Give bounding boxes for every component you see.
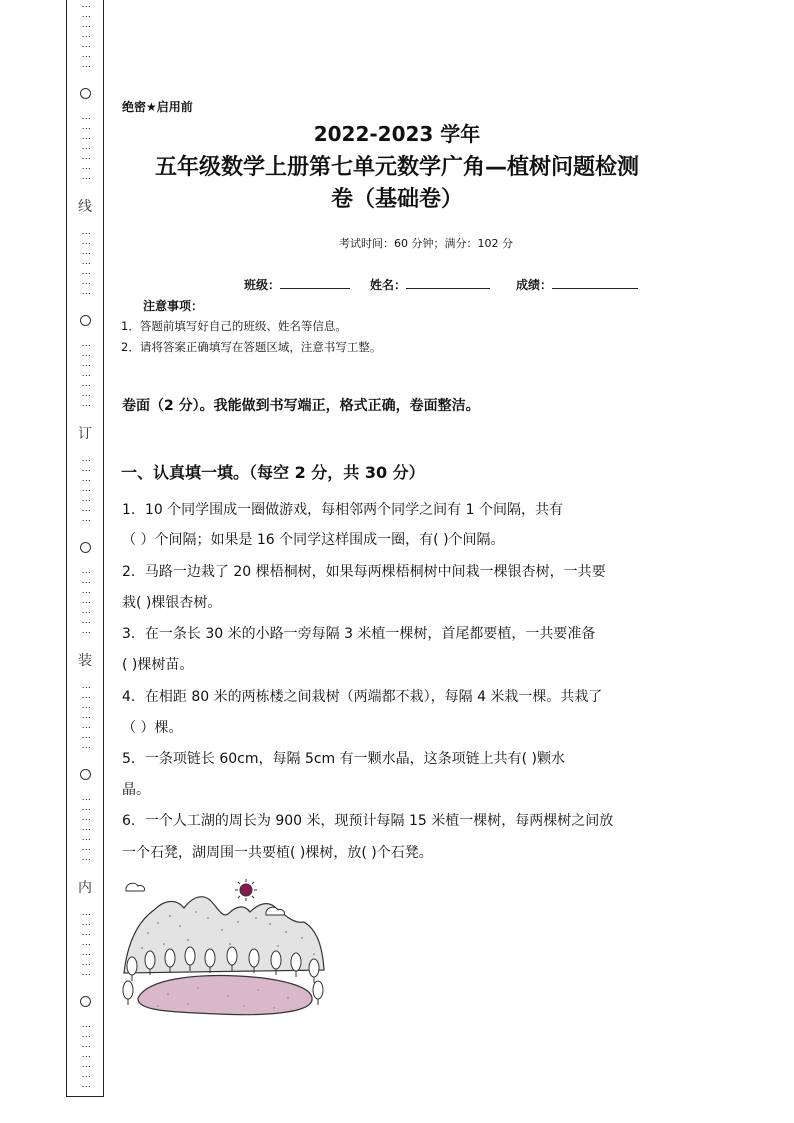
- cloud-icon: [266, 907, 285, 915]
- dotted-line: ⋮⋮⋮⋮⋮⋮⋮: [80, 456, 91, 526]
- score-blank[interactable]: [552, 276, 638, 289]
- binding-circle: [80, 769, 91, 780]
- question-line: 5．一条项链长 60cm，每隔 5cm 有一颗水晶，这条项链上共有( )颗水: [122, 751, 566, 767]
- exam-info: 考试时间：60 分钟；满分：102 分: [339, 237, 513, 250]
- secret-label: 绝密★启用前: [122, 100, 193, 114]
- name-field[interactable]: [370, 276, 490, 293]
- name-label: 姓名：: [370, 278, 407, 292]
- lake-illustration: [118, 878, 328, 1018]
- dotted-line: ⋮⋮⋮⋮⋮⋮⋮: [80, 1022, 91, 1092]
- class-label: 班级：: [244, 278, 281, 292]
- binding-char-nei: 内: [78, 879, 92, 896]
- question-line: 2．马路一边栽了 20 棵梧桐树，如果每两棵梧桐树中间栽一棵银杏树，一共要: [122, 564, 606, 580]
- sun-icon: [235, 879, 257, 901]
- lake: [138, 976, 312, 1015]
- name-blank[interactable]: [406, 276, 490, 289]
- title-line1: 五年级数学上册第七单元数学广角—植树问题检测: [154, 155, 639, 180]
- class-blank[interactable]: [280, 276, 350, 289]
- dotted-line: ⋮⋮⋮⋮⋮⋮⋮: [80, 795, 91, 865]
- binding-circle: [80, 542, 91, 553]
- question-line: ( )棵树苗。: [122, 657, 194, 673]
- question-line: 3．在一条长 30 米的小路一旁每隔 3 米植一棵树，首尾都要植，一共要准备: [122, 626, 596, 642]
- neatness-statement: 卷面（2 分）。我能做到书写端正，格式正确，卷面整洁。: [122, 398, 480, 414]
- dotted-line: ⋮⋮⋮⋮⋮⋮⋮: [80, 683, 91, 753]
- question-line: 晶。: [122, 782, 150, 798]
- question-line: 栽( )棵银杏树。: [122, 595, 222, 611]
- dotted-line: ⋮⋮⋮⋮⋮⋮⋮: [80, 229, 91, 299]
- cloud-icon: [126, 883, 145, 891]
- notice-item: 2．请将答案正确填写在答题区域，注意书写工整。: [121, 340, 382, 354]
- binding-circle: [80, 315, 91, 326]
- question-line: 4．在相距 80 米的两栋楼之间栽树（两端都不栽），每隔 4 米栽一棵。共栽了: [122, 689, 603, 705]
- notice-title: 注意事项：: [143, 299, 204, 313]
- question-line: （ ）棵。: [122, 720, 183, 736]
- question-line: 6．一个人工湖的周长为 900 米，现预计每隔 15 米植一棵树，每两棵树之间放: [122, 813, 614, 829]
- question-line: 一个石凳，湖周围一共要植( )棵树，放( )个石凳。: [122, 845, 433, 861]
- dotted-line: ⋮⋮⋮⋮⋮⋮⋮: [80, 910, 91, 980]
- dotted-line: ⋮⋮⋮⋮⋮⋮⋮: [80, 2, 91, 72]
- notice-item: 1．答题前填写好自己的班级、姓名等信息。: [121, 319, 347, 333]
- dotted-line: ⋮⋮⋮⋮⋮⋮⋮: [80, 568, 91, 638]
- title-year: 2022-2023 学年: [313, 122, 481, 146]
- title-line2: 卷（基础卷）: [330, 187, 463, 212]
- question-line: （ ）个间隔；如果是 16 个同学这样围成一圈，有( )个间隔。: [122, 532, 505, 548]
- score-label: 成绩：: [516, 278, 553, 292]
- binding-char-xian: 线: [78, 198, 92, 215]
- binding-circle: [80, 88, 91, 99]
- binding-char-ding: 订: [78, 425, 92, 442]
- dotted-line: ⋮⋮⋮⋮⋮⋮⋮: [80, 341, 91, 411]
- score-field[interactable]: [516, 276, 638, 293]
- binding-circle: [80, 996, 91, 1007]
- class-field[interactable]: [244, 276, 350, 293]
- section1-title: 一、认真填一填。（每空 2 分，共 30 分）: [121, 463, 425, 482]
- question-line: 1．10 个同学围成一圈做游戏，每相邻两个同学之间有 1 个间隔，共有: [122, 502, 563, 518]
- binding-char-zhuang: 装: [78, 652, 92, 669]
- dotted-line: ⋮⋮⋮⋮⋮⋮⋮: [80, 114, 91, 184]
